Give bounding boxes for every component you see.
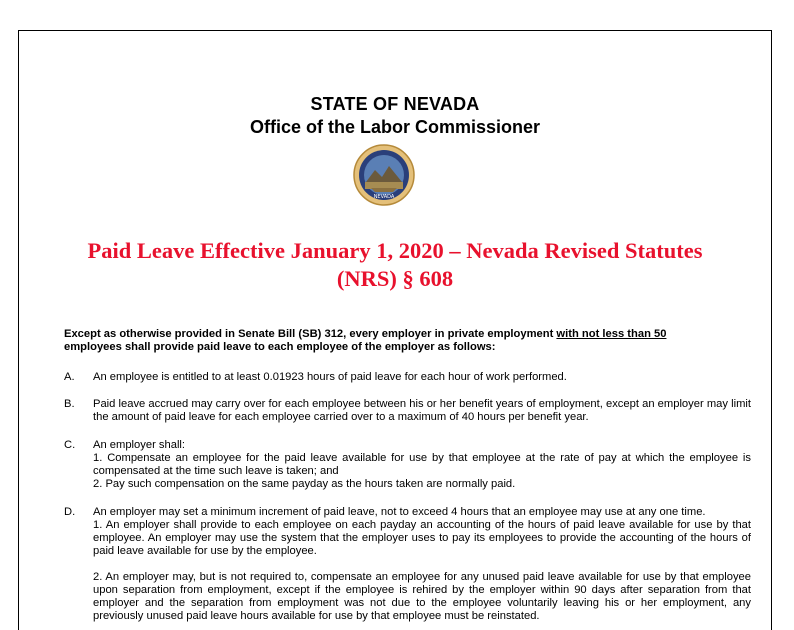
list-item-b (64, 398, 751, 424)
item-letter: B. (64, 398, 75, 410)
sub-item-2: 2. An employer may, but is not required to, compensate an employee for any unused paid leave available for use by that employee upon separation from employment, except if the employee is rehired by the employer within 90 days after separation from that employer and the separation from employment was not due to the employee voluntarily leaving his or her employment, any previously unused paid leave hours available for use by that employee must be reinstated. (93, 571, 751, 622)
sub-item-2: 2. Pay such compensation on the same payday as the hours taken are normally paid. (93, 478, 516, 490)
item-letter: D. (64, 506, 76, 518)
title-line-2: (NRS) § 608 (336, 266, 454, 291)
item-letter: C. (64, 439, 76, 451)
svg-text:NEVADA: NEVADA (373, 194, 395, 200)
title-line-1: Paid Leave Effective January 1, 2020 – Nevada Revised Statutes (87, 238, 703, 263)
item-text: Paid leave accrued may carry over for each employee between his or her benefit years of employment, except an employer may limit the amount of paid leave for each employee carried over to a maximum of 40 hours per benefit year. (93, 398, 751, 423)
sub-item-1: 1. Compensate an employee for the paid leave available for use by that employee at the rate of pay at which the employee is compensated at the time such leave is taken; and (93, 452, 751, 477)
item-letter: A. (64, 371, 75, 383)
state-heading: STATE OF NEVADA (310, 94, 480, 114)
list-item-c (64, 439, 751, 491)
list-item-d (64, 506, 751, 623)
item-text: An employer may set a minimum increment of paid leave, not to exceed 4 hours that an employee may use at any one time. (93, 506, 706, 518)
document-title (19, 237, 771, 293)
intro-text-1: Except as otherwise provided in Senate Bill (SB) 312, every employer in private employment (64, 328, 557, 340)
nevada-state-seal (353, 144, 415, 206)
item-text: An employee is entitled to at least 0.01923 hours of paid leave for each hour of work performed. (93, 371, 567, 383)
office-heading: Office of the Labor Commissioner (249, 117, 541, 137)
list-item-a (64, 371, 751, 384)
intro-paragraph (64, 328, 751, 354)
document-page (18, 30, 772, 630)
intro-underlined: with not less than 50 (556, 328, 667, 340)
item-text: An employer shall: (93, 439, 186, 451)
sub-item-1: 1. An employer shall provide to each employee on each payday an accounting of the hours of paid leave available for use by that employee. An employer may use the system that the employer uses to pay its employees to provide the accounting of the hours of paid leave available for use by the employee. (93, 519, 751, 557)
intro-text-2: employees shall provide paid leave to each employee of the employer as follows: (64, 341, 496, 353)
